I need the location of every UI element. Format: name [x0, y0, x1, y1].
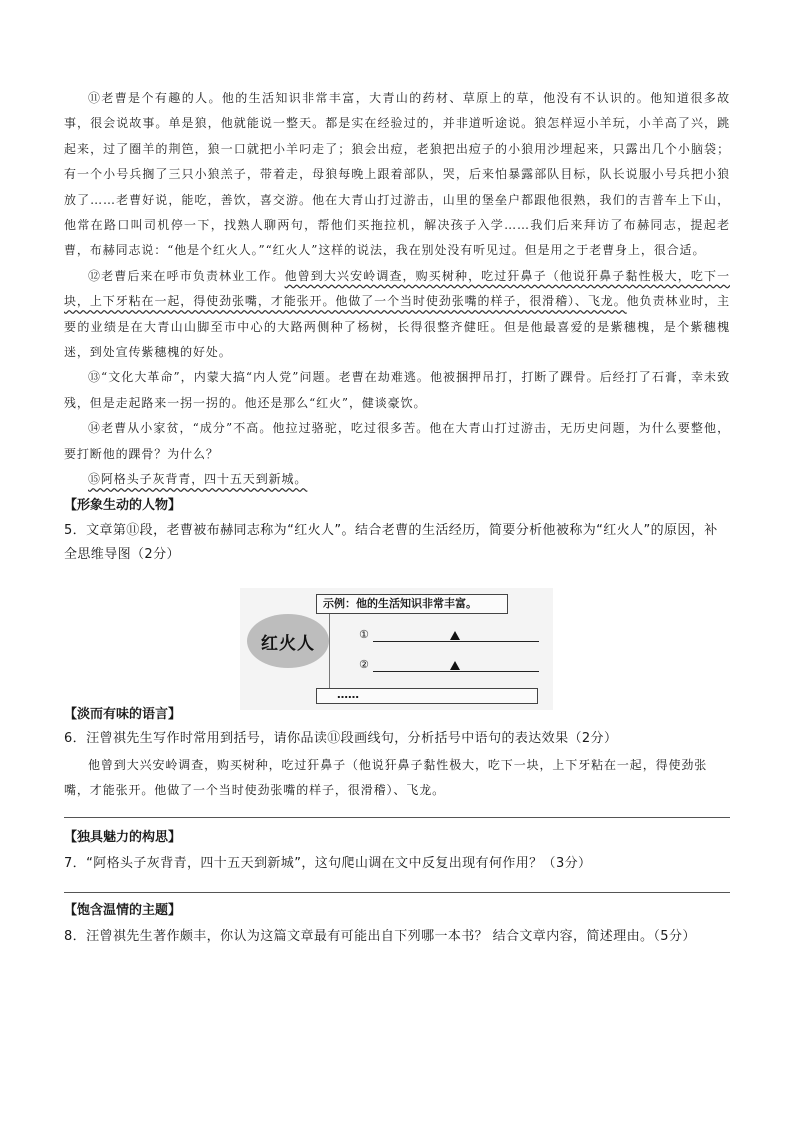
- mind-map-example-box: 示例：他的生活知识非常丰富。: [316, 594, 508, 614]
- mind-map-diagram: [240, 588, 553, 710]
- paragraph-12-underlined-sentence: 他曾到大兴安岭调查，购买树种，吃过犴鼻子（他说犴鼻子黏性极大，吃下一块，上下牙粘在一起，得使劲张嘴，才能张开。他做了一个当时使劲张嘴的样子，很滑稽）、飞龙。: [64, 268, 730, 309]
- paragraph-11: ⑪老曹是个有趣的人。他的生活知识非常丰富，大青山的药材、草原上的草，他没有不认识的。他知道很多故事，很会说故事。单是狼，他就能说一整天。都是实在经验过的，并非道听途说。狼怎样逗小羊玩，小羊高了兴，跳起来，过了圈羊的荆笆，狼一口就把小羊叼走了；狼会出痘，老狼把出痘子的小狼用沙埋起来，只露出几个小脑袋；有一个小号兵搁了三只小狼羔子，带着走，母狼每晚上跟着部队，哭，后来怕暴露部队目标，队长说服小号兵把小狼放了……老曹好说，能吃，善饮，喜交游。他在大青山打过游击，山里的堡垒户都跟他很熟，我们的吉普车上下山，他常在路口叫司机停一下，找熟人聊两句，帮他们买拖拉机，解决孩子入学……我们后来拜访了布赫同志，提起老曹，布赫同志说：“他是个红火人。”“红火人”这样的说法，我在别处没有听见过。但是用之于老曹身上，很合适。: [64, 91, 730, 258]
- mind-map-more-box: ……: [316, 688, 538, 704]
- mind-map-item-2-blank: [373, 671, 539, 672]
- question-6-quote: 他曾到大兴安岭调查，购买树种，吃过犴鼻子（他说犴鼻子黏性极大，吃下一块，上下牙粘在一起，得使劲张嘴，才能张开。他做了一个当时使劲张嘴的样子，很滑稽）、飞龙。: [64, 757, 708, 797]
- section-heading-1: 【形象生动的人物】: [64, 497, 182, 513]
- paragraph-14: ⑭老曹从小家贫，“成分”不高。他拉过骆驼，吃过很多苦。他在大青山打过游击，无历史问题，为什么要整他，要打断他的踝骨？为什么？: [64, 421, 730, 461]
- mind-map-connector: [329, 602, 330, 696]
- triangle-icon: [450, 661, 460, 670]
- section-heading-3: 【独具魅力的构思】: [64, 830, 182, 846]
- question-6: 6．汪曾祺先生写作时常用到括号，请你品读⑪段画线句，分析括号中语句的表达效果（2分）: [64, 730, 618, 746]
- question-7: 7．“阿格头子灰背青，四十五天到新城”，这句爬山调在文中反复出现有何作用？（3分）: [64, 856, 592, 872]
- triangle-icon: [450, 631, 460, 640]
- paragraph-12-rest: 他负责林业时，主要的业绩是在大青山山脚至市中心的大路两侧种了杨树，长得很整齐健旺。但是他最喜爱的是紫穗槐，是个紫穗槐迷，到处宣传紫穗槐的好处。: [64, 294, 731, 360]
- paragraph-12: [64, 264, 730, 366]
- answer-line-7: [64, 892, 730, 893]
- question-8: 8．汪曾祺先生著作颇丰，你认为这篇文章最有可能出自下列哪一本书？ 结合文章内容，简述理由。（5分）: [64, 929, 696, 945]
- mind-map-item-1-label: ①: [359, 628, 369, 641]
- paragraph-13: ⑬“文化大革命”，内蒙大搞“内人党”问题。老曹在劫难逃。他被捆押吊打，打断了踝骨。后经打了石膏，幸未致残，但是走起路来一拐一拐的。他还是那么“红火”，健谈豪饮。: [64, 370, 730, 410]
- section-heading-4: 【饱含温情的主题】: [64, 903, 182, 919]
- paragraph-12-prefix: ⑫老曹后来在呼市负责林业工作。: [88, 268, 285, 283]
- question-5: 5．文章第⑪段，老曹被布赫同志称为“红火人”。结合老曹的生活经历，简要分析他被称为“红火人”的原因，补全思维导图（2分）: [64, 522, 718, 562]
- mind-map-item-2-label: ②: [359, 658, 369, 671]
- section-heading-2: 【淡而有味的语言】: [64, 706, 182, 722]
- mind-map-item-1-blank: [373, 641, 539, 642]
- mind-map-center-bubble: 红火人: [247, 614, 329, 668]
- exam-page: [64, 86, 730, 949]
- answer-line-6: [64, 817, 730, 818]
- paragraph-15: [64, 467, 730, 492]
- paragraph-15-song: ⑮阿格头子灰背青，四十五天到新城。: [88, 472, 308, 487]
